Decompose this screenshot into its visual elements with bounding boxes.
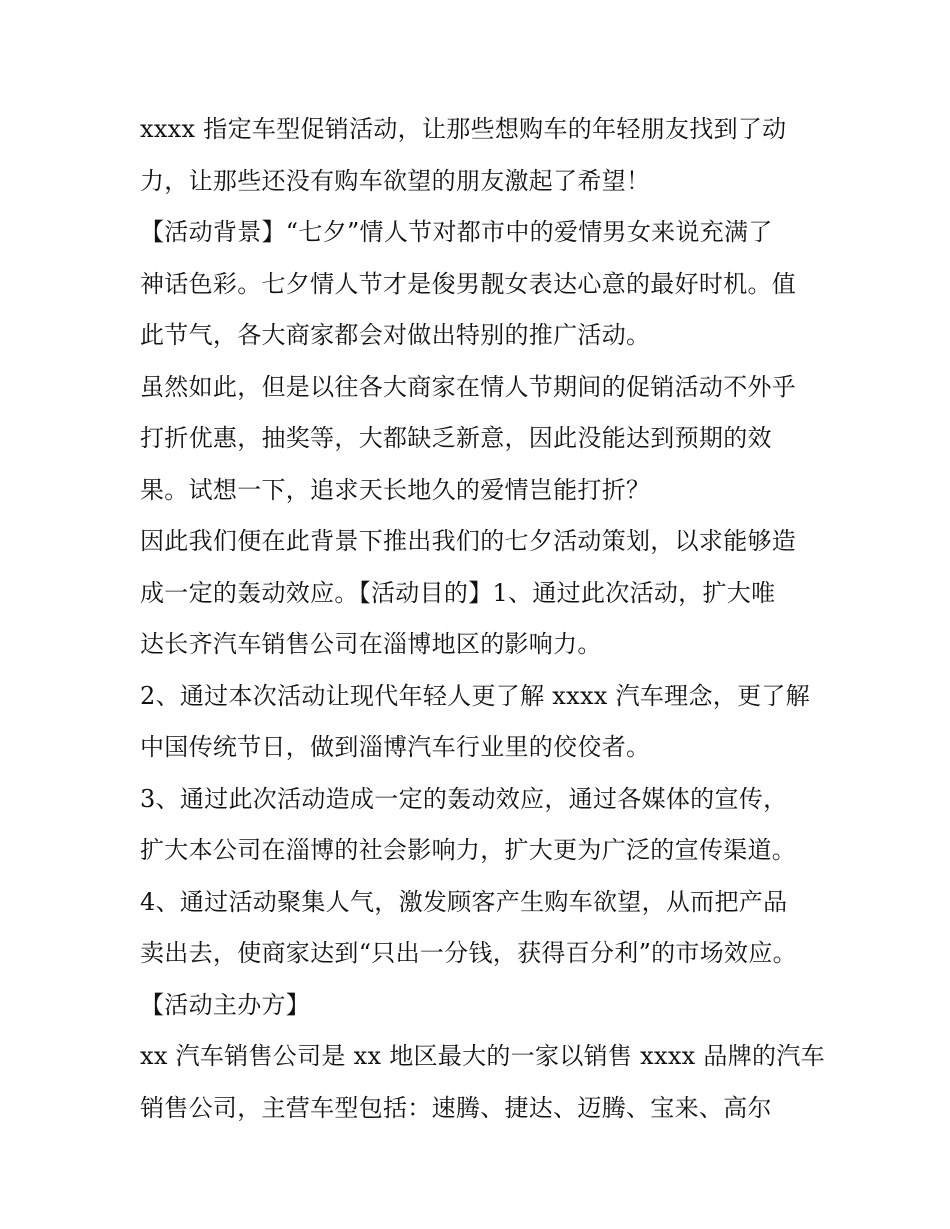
text-line: 【活动主办方】 (140, 990, 311, 1019)
text-line: 扩大本公司在淄博的社会影响力，扩大更为广泛的宣传渠道。 (140, 836, 797, 864)
text-line: xxxx 指定车型促销活动，让那些想购车的年轻朋友找到了动 (140, 115, 787, 143)
text-line: 成一定的轰动效应。【活动目的】1、通过此次活动，扩大唯 (140, 578, 776, 607)
document-body (140, 104, 825, 1134)
text-line: 销售公司，主营车型包括：速腾、捷达、迈腾、宝来、高尔 (140, 1093, 772, 1122)
text-line: 打折优惠，抽奖等，大都缺乏新意，因此没能达到预期的效 (140, 424, 772, 452)
text-line: 力，让那些还没有购车欲望的朋友激起了希望！ (140, 166, 651, 195)
text-line: 因此我们便在此背景下推出我们的七夕活动策划，以求能够造 (140, 527, 797, 555)
text-line: 此节气，各大商家都会对做出特别的推广活动。 (140, 321, 651, 349)
text-line: 4、通过活动聚集人气，激发顾客产生购车欲望，从而把产品 (140, 887, 788, 916)
text-line: 达长齐汽车销售公司在淄博地区的影响力。 (140, 630, 602, 658)
text-line: xx 汽车销售公司是 xx 地区最大的一家以销售 xxxx 品牌的汽车 (140, 1042, 825, 1070)
text-line: 神话色彩。七夕情人节才是俊男靓女表达心意的最好时机。值 (140, 269, 797, 298)
text-line: 【活动背景】“七夕”情人节对都市中的爱情男女来说充满了 (140, 218, 773, 246)
text-line: 卖出去，使商家达到“只出一分钱，获得百分利”的市场效应。 (140, 939, 797, 967)
text-line: 中国传统节日，做到淄博汽车行业里的佼佼者。 (140, 733, 651, 761)
text-line: 2、通过本次活动让现代年轻人更了解 xxxx 汽车理念，更了解 (140, 681, 810, 710)
text-line: 3、通过此次活动造成一定的轰动效应，通过各媒体的宣传， (140, 784, 788, 813)
text-line: 虽然如此，但是以往各大商家在情人节期间的促销活动不外乎 (140, 372, 797, 401)
text-line: 果。试想一下，追求天长地久的爱情岂能打折？ (140, 475, 651, 504)
